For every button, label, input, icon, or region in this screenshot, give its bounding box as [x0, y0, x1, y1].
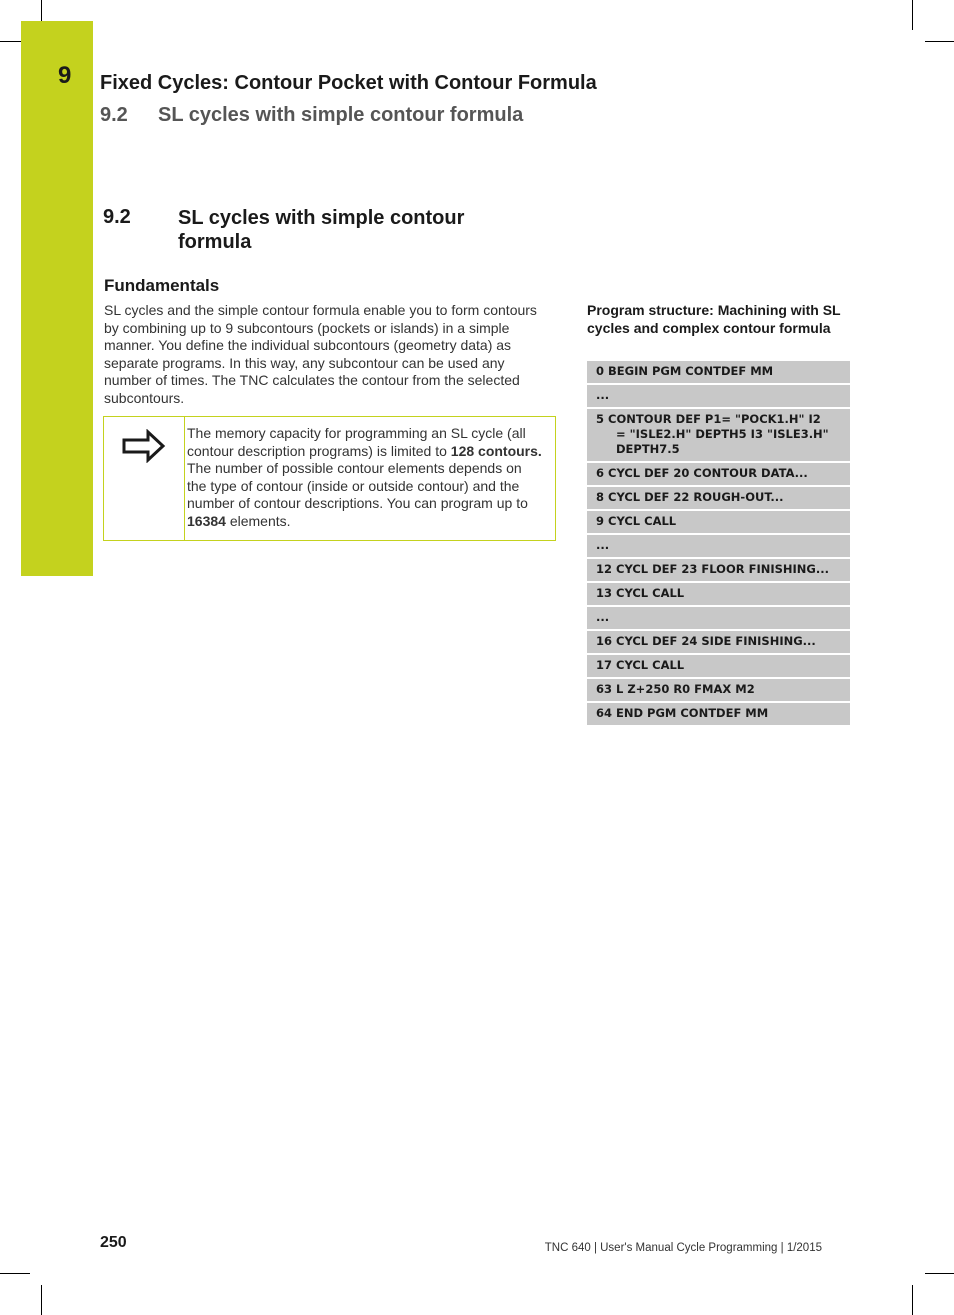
crop-mark — [912, 0, 913, 30]
crop-mark — [0, 41, 21, 42]
note-text-part: The number of possible contour elements depends on the type of contour (inside or outside contour) and the number of contour descriptions. You can program up to — [187, 460, 528, 512]
fundamentals-paragraph: SL cycles and the simple contour formula enable you to form contours by combining up to 9 subcontours (pockets or islands) in a simple manner. You define the individual subcontours (geometry data) as separate programs. In this way, any subcontour can be used any number of times. The TNC calculates the contour from the selected subcontours. — [104, 302, 537, 406]
chapter-tab — [21, 21, 93, 576]
note-bold-part: 128 contours. — [450, 442, 542, 459]
program-structure-table — [587, 361, 850, 727]
program-row — [587, 409, 850, 463]
running-header-section-number: 9.2 — [100, 104, 128, 126]
chapter-number: 9 — [58, 62, 72, 89]
note-box — [103, 416, 556, 541]
program-row: ... — [587, 535, 850, 559]
program-row-text: 5 CONTOUR DEF P1= "POCK1.H" I2 — [596, 412, 821, 426]
crop-mark — [912, 1285, 913, 1315]
program-row: 16 CYCL DEF 24 SIDE FINISHING... — [587, 631, 850, 655]
program-structure-heading: Program structure: Machining with SL cycles and complex contour formula — [587, 302, 841, 336]
note-divider — [184, 417, 185, 540]
program-row: 13 CYCL CALL — [587, 583, 850, 607]
program-row: 17 CYCL CALL — [587, 655, 850, 679]
running-header-title: Fixed Cycles: Contour Pocket with Contour Formula — [100, 72, 597, 94]
note-bold-part: 16384 — [187, 512, 226, 529]
program-row: 8 CYCL DEF 22 ROUGH-OUT... — [587, 487, 850, 511]
program-row: ... — [587, 385, 850, 409]
crop-mark — [925, 41, 954, 42]
note-text — [187, 425, 542, 531]
page-number: 250 — [100, 1234, 127, 1251]
running-header-section-title: SL cycles with simple contour formula — [158, 104, 524, 126]
section-number: 9.2 — [103, 206, 131, 228]
note-text-part: The memory capacity for programming an SL cycle (all contour description programs) is limited to — [187, 425, 526, 459]
crop-mark — [0, 1273, 30, 1274]
program-row: 63 L Z+250 R0 FMAX M2 — [587, 679, 850, 703]
program-row: 64 END PGM CONTDEF MM — [587, 703, 850, 727]
program-row-continuation: = "ISLE2.H" DEPTH5 I3 "ISLE3.H" — [616, 427, 829, 441]
footer-text: TNC 640 | User's Manual Cycle Programming | 1/2015 — [544, 1242, 822, 1254]
crop-mark — [925, 1273, 954, 1274]
arrow-right-icon — [122, 429, 166, 463]
crop-mark — [41, 0, 42, 21]
section-title: SL cycles with simple contour formula — [178, 207, 465, 253]
program-row: ... — [587, 607, 850, 631]
program-row: 12 CYCL DEF 23 FLOOR FINISHING... — [587, 559, 850, 583]
program-row-continuation: DEPTH7.5 — [616, 442, 680, 456]
program-row: 9 CYCL CALL — [587, 511, 850, 535]
program-row: 6 CYCL DEF 20 CONTOUR DATA... — [587, 463, 850, 487]
running-header-section — [100, 104, 523, 127]
program-row: 0 BEGIN PGM CONTDEF MM — [587, 361, 850, 385]
note-text-part: elements. — [225, 512, 291, 529]
subsection-heading: Fundamentals — [104, 276, 220, 295]
crop-mark — [41, 1285, 42, 1315]
